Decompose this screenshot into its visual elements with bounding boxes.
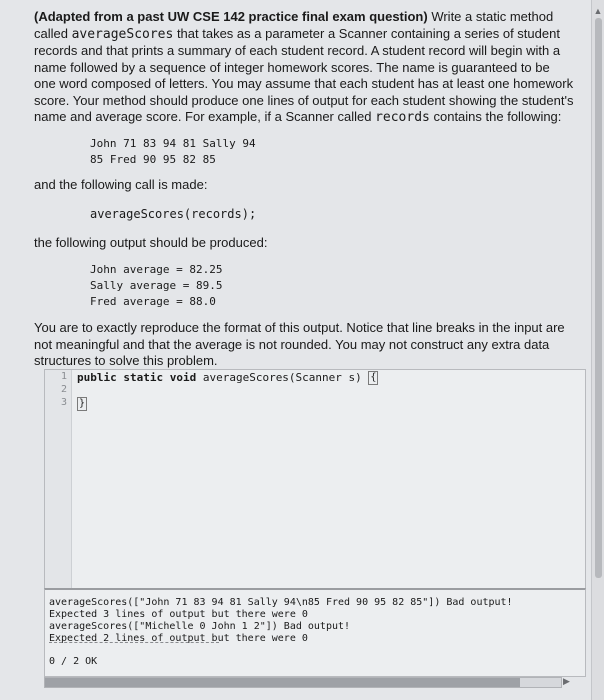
line-number: 2 bbox=[60, 384, 67, 395]
output-example: John average = 82.25 Sally average = 89.5 Fred average = 88.0 bbox=[90, 263, 223, 308]
line-number: 1 bbox=[60, 371, 67, 382]
output-intro: the following output should be produced: bbox=[34, 235, 268, 250]
line-gutter bbox=[45, 370, 72, 588]
triangle-up-icon[interactable]: ▲ bbox=[593, 6, 603, 16]
scrollbar-thumb[interactable] bbox=[595, 18, 602, 578]
prompt-text-3: contains the following: bbox=[429, 109, 562, 124]
closing-text: You are to exactly reproduce the format of this output. Notice that line breaks in the input are not meaningful and that the average is not rounded. You may not construct any extra data structures to solve this problem. bbox=[34, 320, 565, 368]
scanner-name: records bbox=[375, 110, 430, 125]
input-example: John 71 83 94 81 Sally 94 85 Fred 90 95 82 85 bbox=[90, 137, 256, 166]
result-line: averageScores(["Michelle 0 John 1 2"]) Bad output! bbox=[49, 621, 351, 632]
code-keywords: public static void bbox=[77, 371, 197, 384]
method-name: averageScores bbox=[71, 26, 174, 42]
scrollbar-thumb[interactable] bbox=[45, 678, 520, 687]
result-summary: 0 / 2 OK bbox=[49, 656, 98, 667]
vertical-scrollbar[interactable] bbox=[591, 0, 604, 700]
open-brace: { bbox=[370, 372, 377, 383]
result-line: Expected 2 lines of output but there were 0 bbox=[49, 633, 308, 644]
result-line: Expected 3 lines of output but there were 0 bbox=[49, 609, 308, 620]
result-line: averageScores(["John 71 83 94 81 Sally 94\n85 Fred 90 95 82 85"]) Bad output! bbox=[49, 597, 513, 608]
divider bbox=[49, 642, 219, 643]
call-example: averageScores(records); bbox=[90, 207, 257, 221]
prompt-text-2: that takes as a parameter a Scanner containing a series of student records and that prints a summary of each student record. A student record will begin with a name followed by a sequence of integer homework scores. The name is guaranteed to be one word composed of letters. You may assume that each student has at least one homework score. Your method should produce one lines of output for each student showing the student's name and average score. For example, if a Scanner called bbox=[34, 25, 574, 124]
test-results bbox=[44, 588, 586, 677]
code-signature: averageScores(Scanner s) bbox=[196, 371, 369, 384]
line-number: 3 bbox=[60, 397, 67, 408]
horizontal-scrollbar[interactable] bbox=[44, 677, 562, 688]
code-line-1[interactable] bbox=[77, 371, 378, 385]
triangle-right-icon[interactable]: ▶ bbox=[563, 676, 570, 686]
question-heading: (Adapted from a past UW CSE 142 practice final exam question) bbox=[34, 9, 428, 24]
question-prompt bbox=[34, 9, 574, 127]
code-editor[interactable] bbox=[44, 369, 586, 589]
prompt-text-1: Write a static method called bbox=[34, 9, 554, 41]
close-brace: } bbox=[78, 398, 86, 409]
code-line-3[interactable] bbox=[77, 397, 87, 411]
call-intro: and the following call is made: bbox=[34, 177, 208, 192]
